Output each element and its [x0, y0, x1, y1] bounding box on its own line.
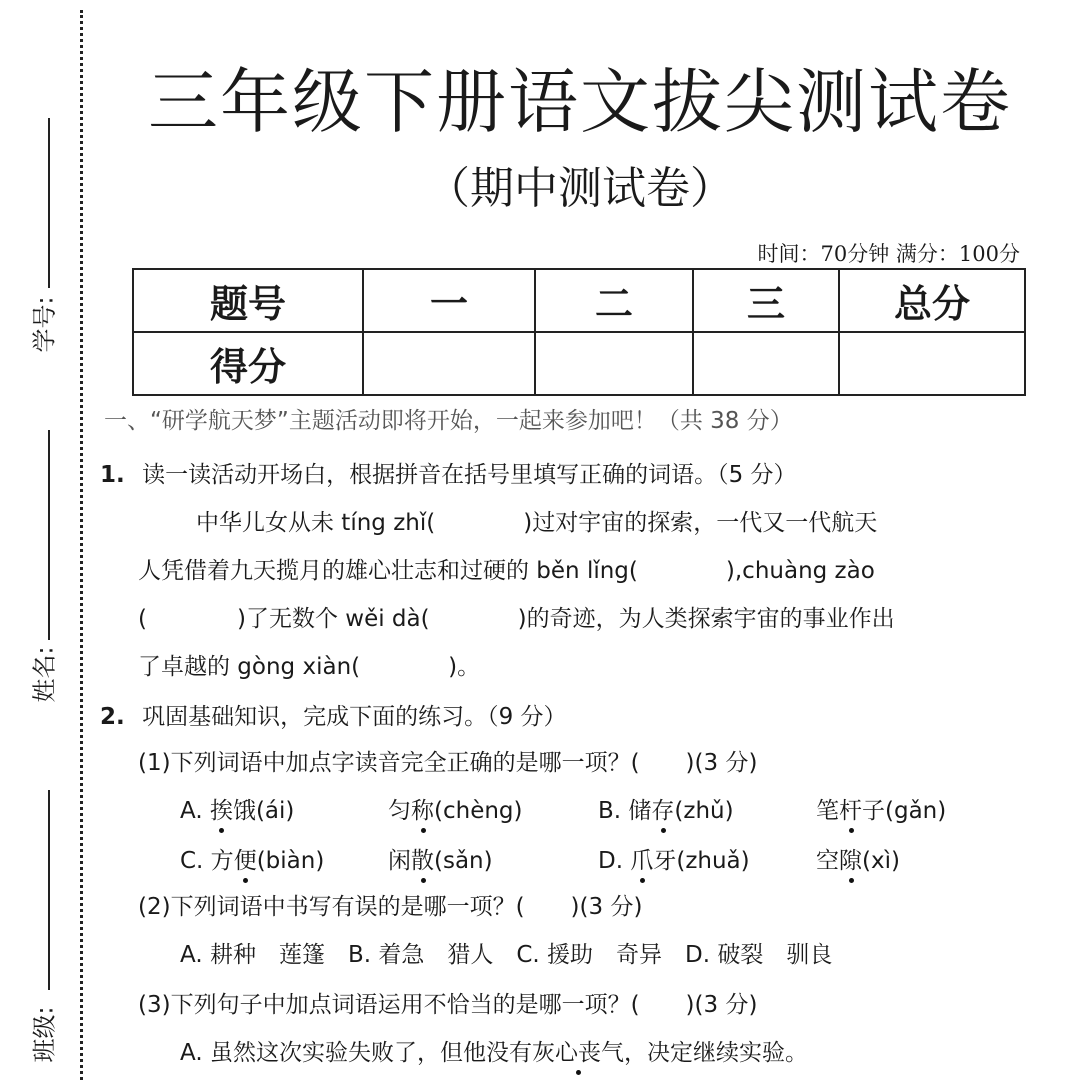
- question-1: [100, 456, 797, 489]
- q2-sub-3-option-a-pre: A. 虽然这次实验失败了，但他没有: [180, 1040, 532, 1066]
- score-table-header-row: [133, 269, 1025, 332]
- q2-sub-3-option-a: [180, 1034, 808, 1067]
- dotted-char: 挨: [209, 798, 233, 824]
- q2-sub-2: (2)下列词语中书写有误的是哪一项？( )(3 分): [138, 894, 643, 920]
- score-table: [132, 268, 1026, 396]
- q1-line-3-text-b: )了无数个 wěi dà(: [236, 606, 430, 632]
- dotted-char: 散: [411, 848, 434, 874]
- dotted-char: 称: [411, 798, 434, 824]
- q2-sub-1-option-c2-pre: 闲: [388, 848, 411, 874]
- q2-sub-1-option-d2-post: (xì): [862, 848, 900, 874]
- question-2-number: 2.: [100, 704, 125, 730]
- q2-sub-1-option-c2-post: (sǎn): [434, 848, 493, 874]
- q2-sub-1: (1)下列词语中加点字读音完全正确的是哪一项？( )(3 分): [138, 750, 758, 776]
- question-2: [100, 698, 567, 731]
- header-cell-question: 题号: [133, 269, 363, 332]
- time-score-info: 时间：70分钟 满分：100分: [757, 242, 1020, 266]
- q2-sub-1-option-a2-pre: 匀: [388, 798, 411, 824]
- q1-line-3-text-a: (: [138, 606, 147, 632]
- q1-line-3-text-c: )的奇迹，为人类探索宇宙的事业作出: [517, 606, 895, 632]
- q2-sub-1-option-a2: [388, 792, 523, 825]
- q1-line-4-text-b: )。: [448, 654, 481, 680]
- q1-line-2-text-b: ),chuàng zào: [725, 558, 875, 584]
- page-subtitle: （期中测试卷）: [426, 163, 734, 214]
- q2-sub-2-options: A. 耕种 莲篷 B. 着急 猎人 C. 援助 奇异 D. 破裂 驯良: [180, 942, 833, 968]
- header-cell-2: 二: [535, 269, 693, 332]
- q2-sub-1-option-b1: [598, 792, 734, 825]
- name-line[interactable]: [48, 430, 50, 640]
- q2-sub-1-option-b1-post: (zhǔ): [674, 798, 734, 824]
- class-line[interactable]: [48, 790, 50, 990]
- q1-line-2-text-a: 人凭借着九天揽月的雄心壮志和过硬的 běn lǐng(: [138, 558, 638, 584]
- score-cell-1[interactable]: [363, 332, 535, 395]
- score-cell-3[interactable]: [693, 332, 839, 395]
- student-id-line[interactable]: [48, 118, 50, 288]
- header-cell-3: 三: [693, 269, 839, 332]
- q1-line-2: [138, 552, 875, 585]
- q2-sub-1-option-c1-post: (biàn): [256, 848, 325, 874]
- q2-sub-1-option-a1-post: 饿(ái): [232, 798, 295, 824]
- class-label: 班级:: [30, 1006, 59, 1063]
- q1-line-4-text-a: 了卓越的 gòng xiàn(: [138, 654, 361, 680]
- q2-sub-1-option-b2-pre: 笔: [816, 798, 839, 824]
- q2-sub-3: (3)下列句子中加点词语运用不恰当的是哪一项？( )(3 分): [138, 992, 758, 1018]
- question-2-text: 巩固基础知识，完成下面的练习。（9 分）: [142, 704, 567, 730]
- q2-sub-1-option-d1-pre: D.: [598, 848, 631, 874]
- q2-sub-1-option-d1: [598, 842, 750, 875]
- dotted-char: 便: [233, 848, 257, 874]
- score-row-label: 得分: [133, 332, 363, 395]
- question-1-text: 读一读活动开场白，根据拼音在括号里填写正确的词语。（5 分）: [142, 462, 797, 488]
- score-cell-2[interactable]: [535, 332, 693, 395]
- q2-sub-1-option-c1-pre: C. 方: [180, 848, 234, 874]
- q2-sub-1-option-a1: [180, 792, 294, 825]
- q2-sub-1-option-d2-pre: 空: [816, 848, 839, 874]
- dotted-char: 隙: [839, 848, 862, 874]
- q1-line-1-text-a: 中华儿女从未 tíng zhǐ(: [196, 510, 436, 536]
- q2-sub-1-option-d2: [816, 842, 900, 875]
- q2-sub-1-option-a2-post: (chèng): [434, 798, 523, 824]
- q2-sub-3-option-a-post: ，决定继续实验。: [623, 1040, 808, 1066]
- header-cell-total: 总分: [839, 269, 1025, 332]
- score-table-score-row: [133, 332, 1025, 395]
- score-cell-total[interactable]: [839, 332, 1025, 395]
- name-label: 姓名:: [30, 646, 59, 703]
- q2-sub-1-option-a1-pre: A.: [180, 798, 210, 824]
- dotted-char: 存: [651, 798, 675, 824]
- dotted-phrase: 灰心丧气: [531, 1040, 624, 1066]
- page-title: 三年级下册语文拔尖测试卷: [148, 61, 1012, 143]
- q1-line-3: [138, 600, 895, 633]
- q1-line-1-text-b: )过对宇宙的探索，一代又一代航天: [523, 510, 878, 536]
- q2-sub-1-option-b2-post: 子(gǎn): [862, 798, 947, 824]
- student-id-label: 学号:: [30, 296, 59, 353]
- header-cell-1: 一: [363, 269, 535, 332]
- section-1-heading: 一、“研学航天梦”主题活动即将开始，一起来参加吧！（共 38 分）: [104, 408, 793, 434]
- question-1-number: 1.: [100, 462, 125, 488]
- q2-sub-1-option-c2: [388, 842, 493, 875]
- q2-sub-1-option-c1: [180, 842, 324, 875]
- binding-margin: [0, 0, 100, 1080]
- q2-sub-1-option-b1-pre: B. 储: [598, 798, 652, 824]
- q1-line-4: [138, 648, 480, 681]
- q1-line-1: [196, 504, 877, 537]
- fold-line: [80, 10, 83, 1080]
- q2-sub-1-option-b2: [816, 792, 946, 825]
- q2-sub-1-option-d1-post: 牙(zhuǎ): [653, 848, 750, 874]
- dotted-char: 杆: [839, 798, 862, 824]
- dotted-char: 爪: [630, 848, 654, 874]
